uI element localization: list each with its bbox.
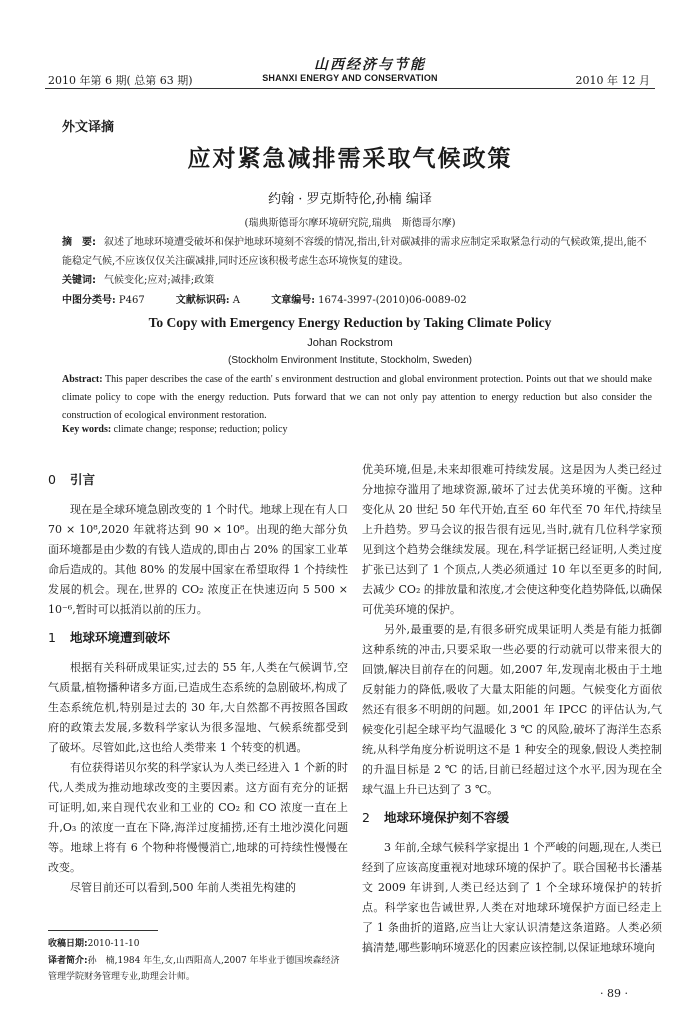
english-abstract-label: Abstract:: [62, 374, 103, 385]
article-affiliation: (瑞典斯德哥尔摩环境研究院,瑞典 斯德哥尔摩): [244, 218, 456, 229]
art-value: 1674-3997-(2010)06-0089-02: [318, 295, 467, 306]
paragraph: 尽管目前还可以看到,500 年前人类祖先构建的: [70, 881, 296, 894]
bio-text: 孙 楠,1984 年生,女,山西阳高人,2007 年毕业于德国埃森经济管理学院财务管理专业,助理会计师。: [48, 956, 340, 982]
english-author: Johan Rockstrom: [307, 337, 393, 349]
section-title: 地球环境遭到破坏: [70, 630, 171, 645]
keywords-cn: [62, 271, 214, 286]
art-label: 文章编号:: [271, 295, 315, 306]
english-affiliation: (Stockholm Environment Institute, Stockholm, Sweden): [228, 355, 472, 366]
english-title: To Copy with Emergency Energy Reduction by Taking Climate Policy: [148, 315, 552, 330]
journal-name-en: SHANXI ENERGY AND CONSERVATION: [262, 73, 438, 83]
issue-info: 2010 年第 6 期( 总第 63 期): [48, 74, 193, 87]
abstract-cn: [62, 233, 652, 271]
section-heading-0: [48, 470, 348, 490]
left-column: [48, 462, 348, 898]
article-authors: 约翰 · 罗克斯特伦,孙楠 编译: [268, 192, 432, 207]
doc-label: 文献标识码:: [175, 295, 230, 306]
keywords-cn-label: 关键词:: [62, 275, 96, 286]
section-number: 0: [48, 472, 56, 487]
paragraph: 3 年前,全球气候科学家提出 1 个严峻的问题,现在,人类已经到了应该高度重视对地球环境的保护了。联合国秘书长潘基文 2009 年讲到,人类已经达到了 1 个全球环境保护的转折点。科学家也告诫世界,人类在对地球环境保护方面已经走上了 1 条曲折的道路,应当让大家认识清楚这条道路。人类必须搞清楚,哪些影响环境恶化的因素应该控制,以保证地球环境向: [362, 841, 662, 954]
paragraph: 根据有关科研成果证实,过去的 55 年,人类在气候调节,空气质量,植物播种诸多方面,已造成生态系统的急剧破坏,构成了生态系统危机,特别是过去的 30 年,大自然都不再按照各国政府的政策去发展,多数科学家认为很多湿地、气候系统都受到了破坏。尽管如此,这也给人类带来 1 个转变的机遇。: [48, 661, 348, 754]
section-number: 1: [48, 630, 56, 645]
classification-line: [62, 291, 495, 306]
header-rule: [45, 88, 655, 89]
received-value: 2010-11-10: [87, 939, 140, 949]
right-column: [362, 460, 662, 958]
issue-date: 2010 年 12 月: [575, 74, 650, 87]
section-number: 2: [362, 810, 370, 825]
paragraph-continued: 优美环境,但是,未来却很难可持续发展。这是因为人类已经过分地掠夺滥用了地球资源,破坏了过去优美环境的平衡。这种变化从 20 世纪 50 年代开始,直至 60 年代至 70 年代,持续呈上升趋势。罗马会议的报告很有远见,当时,就有几位科学家预见到这个趋势会继续发展。现在,科学证据已经证明,人类过度扩张已达到了 1 个顶点,人类必须通过 10 年以至更多的时间,去减少 CO₂ 的排放量和浓度,才会使这种变化趋势降低,以确保可优美环境的保护。: [362, 463, 662, 616]
keywords-cn-text: 气候变化;应对;减排;政策: [104, 275, 215, 286]
paragraph: 有位获得诺贝尔奖的科学家认为人类已经进入 1 个新的时代,人类成为推动地球改变的主要因素。这方面有充分的证据可证明,如,来自现代农业和工业的 CO₂ 和 CO 浓度一直在上升,O₃ 的浓度一直在下降,海洋过度捕捞,还有土地沙漠化问题等。地球上将有 6 个物种将慢慢消亡,地球的可持续性慢慢在改变。: [48, 761, 348, 874]
journal-logo: 山西经济与节能: [314, 57, 426, 73]
paragraph: 另外,最重要的是,有很多研究成果证明人类是有能力抵御这种系统的冲击,只要采取一些必要的行动就可以带来很大的回馈,解决目前存在的问题。如,2007 年,发现南北极由于土地反射能力的降低,吸收了大量太阳能的问题。气候变化方面依然还有很多不明朗的问题。如,2001 年 IPCC 的评估认为,气候变化引起全球平均气温暖化 3 ℃ 的风险,破坏了海洋生态系统,从科学角度分析说明这不是 1 种安全的现象,假设人类控制的升温目标是 2 ℃ 的话,目前已经超过这个水平,因为现在全球气温上升已达到了 3 ℃。: [362, 623, 662, 796]
page-number: · 89 ·: [600, 987, 628, 1000]
translator-bio: [48, 953, 348, 985]
abstract-cn-label: 摘 要:: [62, 237, 96, 248]
footnote-rule: [48, 930, 158, 931]
english-abstract-text: This paper describes the case of the earth' s environment destruction and global environment protection. Points out that we should make climate policy to cope with the energy reduction. Puts forward that we can not only pay attention to energy reduction but also consider the construction of ecological environment restoration.: [62, 374, 652, 421]
clc-label: 中图分类号:: [62, 295, 116, 306]
english-keywords: [62, 424, 288, 435]
section-heading-2: [362, 808, 662, 828]
abstract-cn-text: 叙述了地球环境遭受破坏和保护地球环境刻不容缓的情况,指出,针对碳减排的需求应制定采取紧急行动的气候政策,提出,能不能稳定气候,不应该仅仅关注碳减排,同时还应该积极考虑生态环境恢复的建设。: [62, 237, 647, 267]
english-abstract: [62, 371, 652, 425]
section-title: 引言: [70, 472, 96, 487]
doc-value: A: [232, 295, 241, 306]
section-heading-1: [48, 628, 348, 648]
section-title: 地球环境保护刻不容缓: [384, 810, 510, 825]
received-label: 收稿日期:: [48, 939, 88, 949]
received-date: [48, 936, 348, 952]
section-tag: 外文译摘: [62, 120, 115, 135]
paragraph: 现在是全球环境急剧改变的 1 个时代。地球上现在有人口 70 × 10⁸,2020 年就将达到 90 × 10⁸。出现的绝大部分负面环境都是由少数的有钱人造成的,即由占 20% 的国家工业革命后造成的。其他 80% 的发展中国家在希望取得 1 个持续性发展的机会。现在,世界的 CO₂ 浓度正在快速迈向 5 500 × 10⁻⁶,暂时可以抵消以前的压力。: [48, 503, 348, 616]
bio-label: 译者简介:: [48, 956, 88, 966]
english-keywords-text: climate change; response; reduction; policy: [113, 424, 288, 435]
clc-value: P467: [118, 295, 145, 306]
english-keywords-label: Key words:: [62, 424, 112, 435]
article-title: 应对紧急减排需采取气候政策: [187, 146, 513, 172]
